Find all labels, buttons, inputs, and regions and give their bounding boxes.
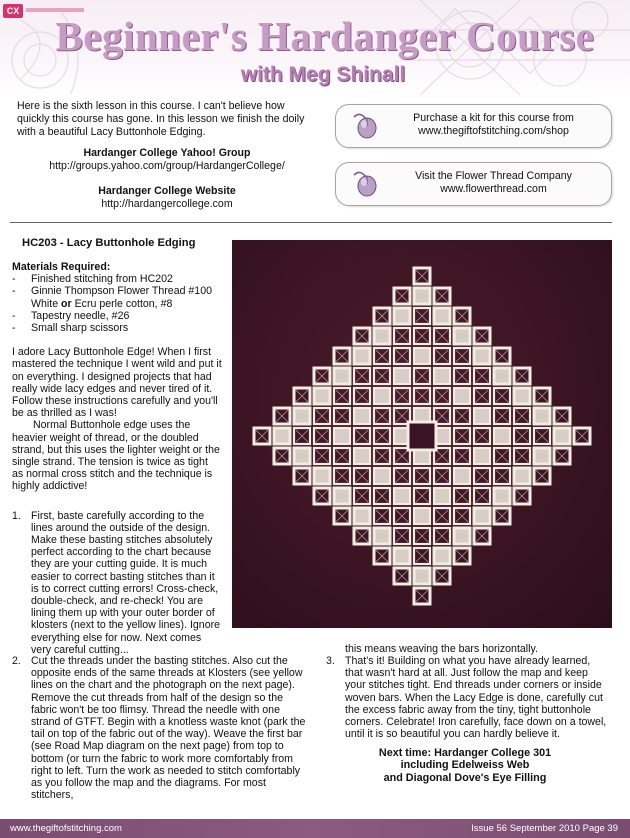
page-header — [0, 0, 630, 95]
woven-bar — [376, 510, 388, 522]
woven-bar — [496, 450, 508, 462]
list-item: - Tapestry needle, #26 — [12, 310, 222, 322]
step-2-continuation: this means weaving the bars horizontally. — [345, 643, 538, 655]
woven-bar — [536, 470, 548, 482]
lace-square — [414, 348, 430, 364]
lace-square — [294, 408, 310, 424]
lace-square — [454, 388, 470, 404]
lace-square — [354, 448, 370, 464]
woven-bar — [296, 470, 308, 482]
woven-bar — [456, 370, 468, 382]
lace-square — [434, 308, 450, 324]
woven-bar — [416, 470, 428, 482]
woven-bar — [376, 550, 388, 562]
woven-bar — [396, 570, 408, 582]
woven-bar — [456, 550, 468, 562]
intro-block — [17, 100, 317, 210]
woven-bar — [396, 290, 408, 302]
woven-bar — [436, 410, 448, 422]
next-time-note — [345, 747, 585, 784]
woven-bar — [496, 510, 508, 522]
woven-bar — [396, 450, 408, 462]
woven-bar — [316, 410, 328, 422]
lace-square — [334, 368, 350, 384]
lace-square — [314, 388, 330, 404]
woven-bar — [436, 390, 448, 402]
woven-bar — [436, 470, 448, 482]
woven-bar — [456, 490, 468, 502]
woven-bar — [376, 490, 388, 502]
intro-text: Here is the sixth lesson in this course. I can't believe how quickly this course has gone. In this lesson we finish the doily with a beautiful Lacy Buttonhole Edging. — [17, 100, 305, 138]
woven-bar — [456, 350, 468, 362]
woven-bar — [416, 590, 428, 602]
woven-bar — [436, 290, 448, 302]
woven-bar — [396, 350, 408, 362]
woven-bar — [456, 310, 468, 322]
lace-square — [334, 488, 350, 504]
lace-square — [314, 468, 330, 484]
lace-square — [534, 408, 550, 424]
woven-bar — [516, 450, 528, 462]
woven-bar — [356, 370, 368, 382]
lace-square — [374, 388, 390, 404]
woven-bar — [396, 390, 408, 402]
woven-bar — [436, 330, 448, 342]
materials-list — [12, 273, 222, 334]
woven-bar — [456, 450, 468, 462]
list-item: - Ginnie Thompson Flower Thread #100 White or Ecru perle cotton, #8 — [12, 285, 222, 309]
website-link[interactable]: http://hardangercollege.com — [101, 197, 233, 210]
section-divider — [10, 222, 612, 223]
woven-bar — [416, 370, 428, 382]
woven-bar — [476, 470, 488, 482]
woven-bar — [496, 470, 508, 482]
page-title: Beginner's Hardanger Course — [55, 13, 595, 59]
woven-bar — [436, 510, 448, 522]
lace-square — [414, 288, 430, 304]
woven-bar — [376, 310, 388, 322]
woven-bar — [336, 510, 348, 522]
woven-bar — [336, 450, 348, 462]
lace-square — [394, 488, 410, 504]
promo-flower-thread-link[interactable]: www.flowerthread.com — [440, 183, 547, 195]
promo-kit-box[interactable] — [335, 104, 612, 148]
woven-bar — [316, 490, 328, 502]
woven-bar — [476, 390, 488, 402]
woven-bar — [476, 330, 488, 342]
list-item: - Finished stitching from HC202 — [12, 273, 222, 285]
lace-square — [354, 408, 370, 424]
step-3 — [326, 655, 608, 740]
yahoo-group-title: Hardanger College Yahoo! Group — [83, 147, 251, 159]
woven-bar — [556, 450, 568, 462]
step-1 — [12, 510, 222, 656]
promo-kit-link[interactable]: www.thegiftofstitching.com/shop — [418, 125, 569, 137]
lace-square — [514, 468, 530, 484]
woven-bar — [476, 430, 488, 442]
lace-square — [414, 568, 430, 584]
woven-bar — [396, 510, 408, 522]
doily-lattice — [254, 268, 590, 604]
lace-square — [474, 448, 490, 464]
lace-square — [374, 528, 390, 544]
woven-bar — [496, 410, 508, 422]
woven-bar — [436, 350, 448, 362]
step-1-text: First, baste carefully according to the lines around the outside of the design. Make these basting stitches absolutely perfect according to the chart because they are your cutting guide. It is much easier to correct basting stitches than it is to correct cutting errors! Cross-check, double-check, and re-check! You are lining them up with your outer border of klosters (next to the yellow lines). Ignore everything else for now. Next comes very careful cutting... — [31, 509, 221, 656]
lace-square — [414, 508, 430, 524]
lace-square — [434, 488, 450, 504]
lace-square — [474, 348, 490, 364]
list-item: - Small sharp scissors — [12, 322, 222, 334]
body-paragraph-1: I adore Lacy Buttonhole Edge! When I first mastered the technique I went wild and put it on everything. I designed projects that had really wide lacy edges and never tired of it. Follow these instructions carefully and you'll be as thrilled as I was! — [12, 346, 222, 420]
lace-square — [494, 368, 510, 384]
promo-kit-line1: Purchase a kit for this course from — [413, 112, 574, 124]
lace-square — [394, 368, 410, 384]
woven-bar — [376, 430, 388, 442]
lace-square — [474, 408, 490, 424]
lace-square — [514, 388, 530, 404]
woven-bar — [376, 450, 388, 462]
woven-bar — [476, 370, 488, 382]
woven-bar — [356, 470, 368, 482]
woven-bar — [316, 370, 328, 382]
lace-square — [434, 368, 450, 384]
woven-bar — [336, 350, 348, 362]
woven-bar — [396, 530, 408, 542]
woven-bar — [496, 350, 508, 362]
footer-issue-page: Issue 56 September 2010 Page 39 — [471, 823, 618, 834]
woven-bar — [456, 410, 468, 422]
lace-square — [494, 428, 510, 444]
lace-square — [554, 428, 570, 444]
step-2-block — [12, 655, 310, 801]
step-1-number: 1. — [12, 509, 21, 522]
lace-square — [454, 528, 470, 544]
step-2-number: 2. — [12, 655, 21, 667]
lace-square — [474, 508, 490, 524]
woven-bar — [356, 530, 368, 542]
woven-bar — [356, 430, 368, 442]
woven-bar — [416, 310, 428, 322]
lace-square — [374, 468, 390, 484]
next-time-line1: Next time: Hardanger College 301 — [378, 747, 552, 759]
woven-bar — [296, 390, 308, 402]
woven-bar — [316, 430, 328, 442]
lace-square — [374, 328, 390, 344]
woven-bar — [536, 390, 548, 402]
hardanger-doily-image — [232, 240, 612, 628]
step-2-text: Cut the threads under the basting stitches. Also cut the opposite ends of the same threads at Klosters (see yellow lines on the chart and the photograph on the next page). Remove the cut threads from half of the design so the fabric won't be too flimsy. Thread the needle with one strand of GTFT. Begin with a knotless waste knot (park the tail on top of the fabric out of the way). Weave the first bar (see Road Map diagram on the next page) from top to bottom (or turn the fabric to work more comfortably from right to left. Turn the work as needed to stitch comfortably as you follow the map and the diagrams. For most stitchers, — [31, 655, 306, 802]
lace-square — [534, 448, 550, 464]
left-column — [12, 261, 222, 656]
next-time-line3: and Diagonal Dove's Eye Filling — [383, 771, 547, 784]
woven-bar — [576, 430, 588, 442]
promo-flower-thread-box[interactable] — [335, 162, 612, 206]
promo-flower-thread-line1: Visit the Flower Thread Company — [415, 170, 572, 182]
lace-square — [294, 448, 310, 464]
woven-bar — [336, 390, 348, 402]
next-time-line2: including Edelweiss Web — [400, 759, 530, 772]
step-2 — [12, 655, 310, 801]
woven-bar — [336, 470, 348, 482]
woven-bar — [516, 430, 528, 442]
woven-bar — [416, 390, 428, 402]
page-subtitle: with Meg Shinall — [240, 63, 406, 86]
step-3-block — [326, 655, 608, 740]
center-eyelet — [408, 422, 436, 450]
woven-bar — [436, 530, 448, 542]
lace-square — [394, 548, 410, 564]
woven-bar — [516, 410, 528, 422]
computer-mouse-icon — [350, 171, 380, 197]
lace-square — [434, 548, 450, 564]
woven-bar — [356, 490, 368, 502]
page-footer — [0, 819, 630, 838]
woven-bar — [276, 450, 288, 462]
woven-bar — [336, 410, 348, 422]
woven-bar — [416, 330, 428, 342]
woven-bar — [516, 490, 528, 502]
woven-bar — [416, 530, 428, 542]
woven-bar — [276, 410, 288, 422]
woven-bar — [356, 330, 368, 342]
lesson-title: HC203 - Lacy Buttonhole Edging — [22, 237, 196, 249]
computer-mouse-icon — [350, 113, 380, 139]
woven-bar — [376, 410, 388, 422]
woven-bar — [496, 390, 508, 402]
yahoo-group-link[interactable]: http://groups.yahoo.com/group/HardangerCollege/ — [49, 159, 285, 172]
woven-bar — [316, 450, 328, 462]
woven-bar — [396, 410, 408, 422]
lace-square — [354, 508, 370, 524]
woven-bar — [456, 510, 468, 522]
lace-square — [454, 468, 470, 484]
woven-bar — [536, 430, 548, 442]
woven-bar — [456, 430, 468, 442]
lace-square — [454, 328, 470, 344]
website-title: Hardanger College Website — [98, 185, 236, 197]
woven-bar — [416, 490, 428, 502]
step-3-number: 3. — [326, 655, 335, 667]
woven-bar — [556, 410, 568, 422]
woven-bar — [416, 550, 428, 562]
woven-bar — [356, 390, 368, 402]
woven-bar — [436, 450, 448, 462]
site-logo-badge: CX — [3, 4, 23, 18]
woven-bar — [416, 270, 428, 282]
lace-square — [354, 348, 370, 364]
woven-bar — [376, 350, 388, 362]
woven-bar — [396, 470, 408, 482]
woven-bar — [396, 330, 408, 342]
lace-square — [494, 488, 510, 504]
lace-square — [394, 308, 410, 324]
woven-bar — [476, 530, 488, 542]
materials-heading: Materials Required: — [12, 261, 111, 273]
woven-bar — [376, 370, 388, 382]
woven-bar — [476, 490, 488, 502]
woven-bar — [256, 430, 268, 442]
woven-bar — [516, 370, 528, 382]
doily-photo — [232, 240, 612, 628]
lace-square — [274, 428, 290, 444]
woven-bar — [296, 430, 308, 442]
lace-square — [334, 428, 350, 444]
woven-bar — [436, 570, 448, 582]
step-3-text: That's it! Building on what you have already learned, that wasn't hard at all. Just follow the map and keep your stitches tight. End threads under corners or inside woven bars. When the Lacy Edge is done, carefully cut the excess fabric away from the tiny, tight buttonhole corners. Celebrate! Iron carefully, face down on a towel, until it is so beautiful you can hardly believe it. — [345, 655, 607, 741]
body-paragraph-2: Normal Buttonhole edge uses the heavier weight of thread, or the doubled strand, but this uses the lighter weight or the single strand. The tension is twice as tight as normal cross stitch and the technique is highly addictive! — [12, 419, 220, 493]
footer-site-link[interactable]: www.thegiftofstitching.com — [10, 823, 122, 834]
